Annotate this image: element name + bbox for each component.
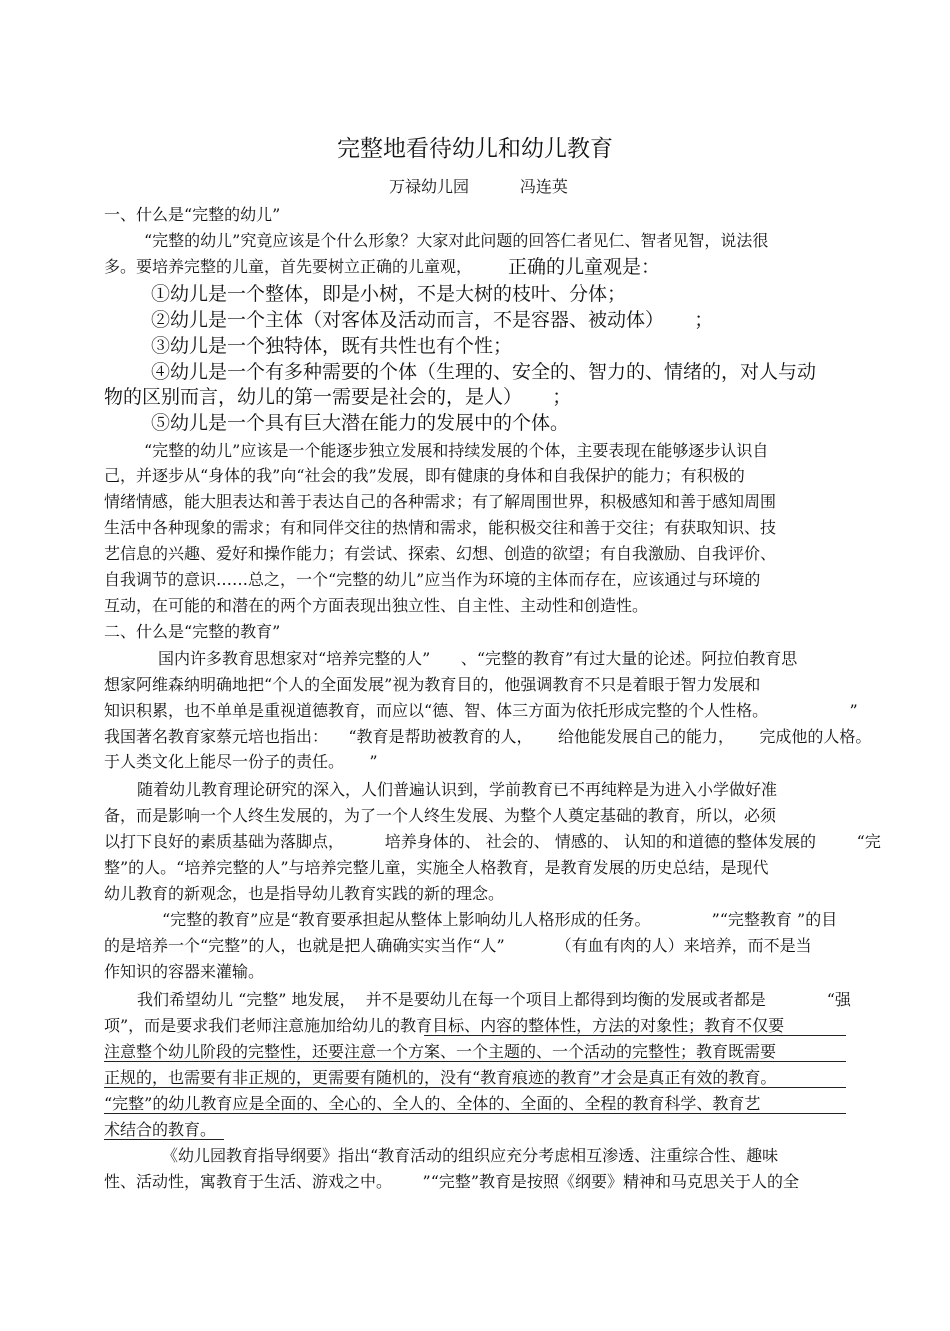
- list-item: ⑤幼儿是一个具有巨大潜在能力的发展中的个体。: [151, 412, 570, 434]
- paragraph-line: 想家阿维森纳明确地把“个人的全面发展”视为教育目的，他强调教育不只是着眼于智力发展和: [104, 675, 761, 694]
- underline-rule: [104, 1061, 846, 1062]
- underlined-paragraph-line: 注意整个幼儿阶段的完整性，还要注意一个方案、一个主题的、一个活动的完整性；教育既需要: [104, 1042, 777, 1061]
- underlined-paragraph-line: 项”，而是要求我们老师注意施加给幼儿的教育目标、内容的整体性，方法的对象性；教育不仅要: [104, 1016, 785, 1035]
- paragraph-line: 国内许多教育思想家对“培养完整的人” 、“完整的教育”有过大量的论述。阿拉伯教育思: [158, 649, 798, 668]
- paragraph-line: 己，并逐步从“身体的我”向“社会的我”发展，即有健康的身体和自我保护的能力；有积极的: [104, 466, 745, 485]
- paragraph-line: 整”的人。“培养完整的人”与培养完整儿童，实施全人格教育，是教育发展的历史总结，是现代: [104, 858, 769, 877]
- underlined-paragraph-line: “完整”的幼儿教育应是全面的、全心的、全人的、全体的、全面的、全程的教育科学、教育艺: [104, 1094, 761, 1113]
- paragraph-line: 随着幼儿教育理论研究的深入，人们普遍认识到，学前教育已不再纯粹是为进入小学做好准: [137, 780, 778, 799]
- underline-rule: [104, 1113, 846, 1114]
- paragraph-line: 作知识的容器来灌输。: [104, 962, 265, 981]
- paragraph-line: 我们希望幼儿 “完整” 地发展， 并不是要幼儿在每一个项目上都得到均衡的发展或者都是 “强: [137, 990, 851, 1009]
- list-item: ④幼儿是一个有多种需要的个体（生理的、安全的、智力的、情绪的，对人与动: [151, 361, 817, 383]
- paragraph-line: 性、活动性，寓教育于生活、游戏之中。 ”“完整”教育是按照《纲要》精神和马克思关于人的全: [104, 1172, 800, 1191]
- list-item: ③幼儿是一个独特体，既有共性也有个性；: [151, 335, 513, 357]
- paragraph-line: “完整的幼儿”应该是一个能逐步独立发展和持续发展的个体，主要表现在能够逐步认识自: [144, 441, 769, 460]
- section-heading-1: 一、什么是“完整的幼儿”: [104, 205, 281, 224]
- list-item: ②幼儿是一个主体（对客体及活动而言，不是容器、被动体） ；: [151, 309, 714, 331]
- paragraph-line: 自我调节的意识……总之，一个“完整的幼儿”应当作为环境的主体而存在，应该通过与环境的: [104, 570, 761, 589]
- underline-rule: [104, 1139, 224, 1140]
- paragraph-line: 于人类文化上能尽一份子的责任。 ”: [104, 752, 378, 771]
- paragraph-line: 备，而是影响一个人终生发展的，为了一个人终生发展、为整个人奠定基础的教育，所以，必须: [104, 806, 777, 825]
- paragraph-line: 生活中各种现象的需求；有和同伴交往的热情和需求，能积极交往和善于交往；有获取知识、技: [104, 518, 777, 537]
- paragraph-line: “完整的教育”应是“教育要承担起从整体上影响幼儿人格形成的任务。 ”“完整教育 ”的目: [162, 910, 838, 929]
- paragraph-line: 艺信息的兴趣、爱好和操作能力；有尝试、探索、幻想、创造的欲望；有自我激励、自我评价、: [104, 544, 777, 563]
- paragraph-line: 情绪情感，能大胆表达和善于表达自己的各种需求；有了解周围世界，积极感知和善于感知周围: [104, 492, 777, 511]
- section-heading-2: 二、什么是“完整的教育”: [104, 622, 281, 641]
- paragraph-line: 知识积累，也不单单是重视道德教育，而应以“德、智、体三方面为依托形成完整的个人性格。 ”: [104, 701, 858, 720]
- underline-rule: [104, 1087, 846, 1088]
- list-item: ①幼儿是一个整体，即是小树，不是大树的枝叶、分体；: [151, 283, 627, 305]
- paragraph-line: 正确的儿童观是：: [508, 256, 661, 278]
- paragraph-line: 的是培养一个“完整”的人，也就是把人确确实实当作“人” （有血有肉的人）来培养，而不是当: [104, 936, 812, 955]
- paragraph-line: “完整的幼儿”究竟应该是个什么形象？大家对此问题的回答仁者见仁、智者见智，说法很: [144, 231, 769, 250]
- underlined-paragraph-line: 正规的，也需要有非正规的，更需要有随机的，没有“教育痕迹的教育”才会是真正有效的教育。: [104, 1068, 777, 1087]
- underline-rule: [424, 1035, 846, 1036]
- paragraph-line: 我国著名教育家蔡元培也指出： “教育是帮助被教育的人， 给他能发展自己的能力， 完成他的人格。: [104, 727, 872, 746]
- byline: 万禄幼儿园 冯连英: [389, 177, 568, 196]
- underlined-paragraph-line: 术结合的教育。: [104, 1120, 217, 1139]
- list-item-continuation: 物的区别而言，幼儿的第一需要是社会的，是人） ；: [104, 386, 572, 408]
- paragraph-line: 以打下良好的素质基础为落脚点， 培养身体的、 社会的、 情感的、 认知的和道德的整体发展的 “完: [104, 832, 881, 851]
- paragraph-line: 多。要培养完整的儿童，首先要树立正确的儿童观，: [104, 257, 473, 276]
- paragraph-line: 《幼儿园教育指导纲要》指出“教育活动的组织应充分考虑相互渗透、注重综合性、趣味: [162, 1146, 779, 1165]
- document-title: 完整地看待幼儿和幼儿教育: [337, 136, 613, 162]
- paragraph-line: 幼儿教育的新观念，也是指导幼儿教育实践的新的理念。: [104, 884, 505, 903]
- paragraph-line: 互动，在可能的和潜在的两个方面表现出独立性、自主性、主动性和创造性。: [104, 596, 649, 615]
